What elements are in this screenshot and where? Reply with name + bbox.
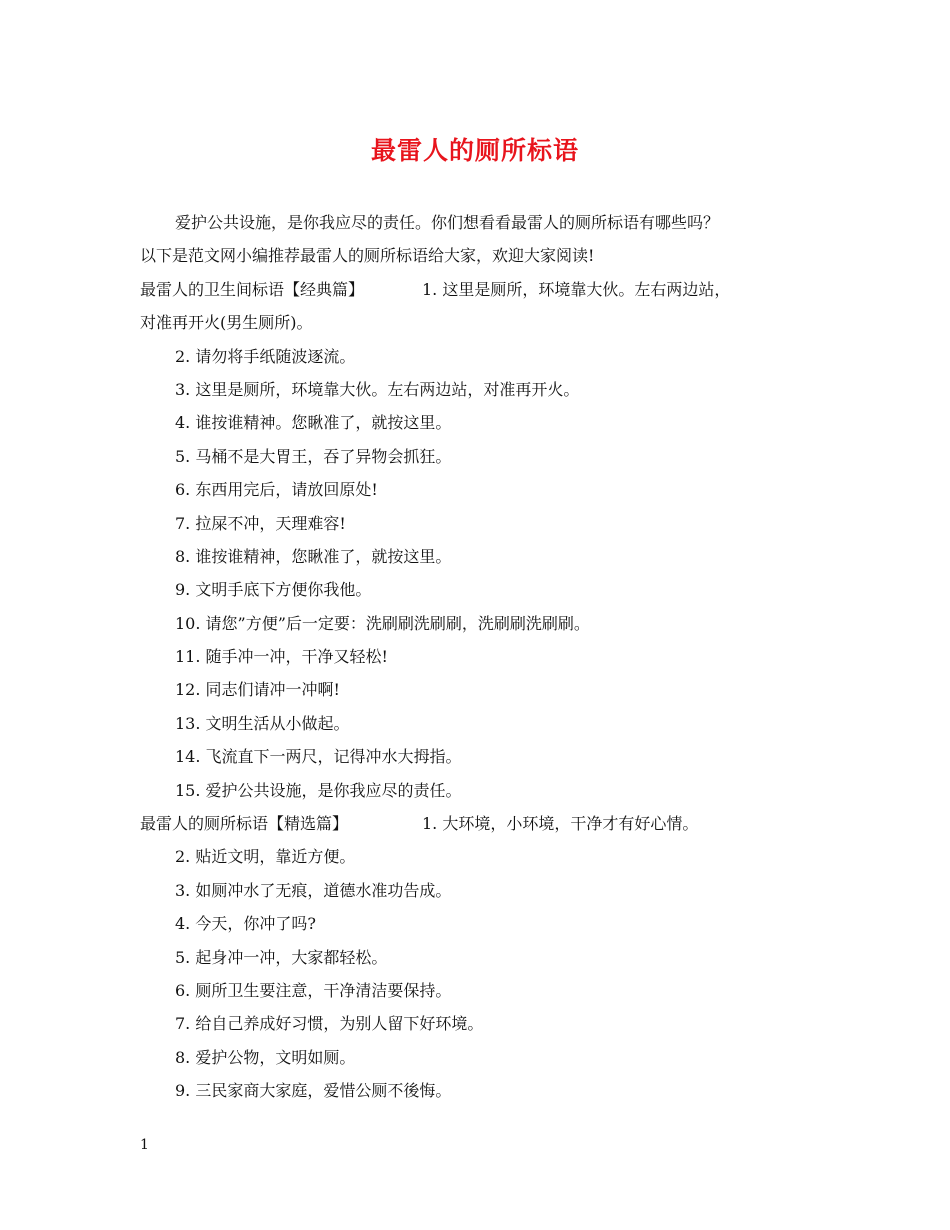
- section-2-heading: 最雷人的厕所标语【精选篇】: [140, 814, 349, 834]
- list-item: 6. 厕所卫生要注意，干净清洁要保持。: [175, 980, 452, 1000]
- list-item: 9. 三民家商大家庭，爱惜公厕不後悔。: [175, 1081, 452, 1101]
- list-item: 15. 爱护公共设施，是你我应尽的责任。: [175, 780, 462, 800]
- intro-paragraph-line-2: 以下是范文网小编推荐最雷人的厕所标语给大家，欢迎大家阅读!: [140, 246, 595, 266]
- list-item: 5. 起身冲一冲，大家都轻松。: [175, 947, 388, 967]
- section-2-item-1: 1. 大环境，小环境，干净才有好心情。: [422, 814, 699, 834]
- page-number: 1: [140, 1137, 149, 1153]
- list-item: 3. 这里是厕所，环境靠大伙。左右两边站，对准再开火。: [175, 379, 580, 399]
- section-1-item-1-continued: 对准再开火(男生厕所)。: [140, 313, 313, 333]
- list-item: 2. 请勿将手纸随波逐流。: [175, 346, 356, 366]
- list-item: 13. 文明生活从小做起。: [175, 713, 350, 733]
- section-2-heading-line: [140, 807, 820, 840]
- document-body: [140, 206, 820, 1108]
- intro-paragraph-line-1: 爱护公共设施，是你我应尽的责任。你们想看看最雷人的厕所标语有哪些吗？: [175, 213, 720, 232]
- list-item: 10. 请您”方便”后一定要：洗刷刷洗刷刷，洗刷刷洗刷刷。: [175, 613, 590, 633]
- list-item: 5. 马桶不是大胃王，吞了异物会抓狂。: [175, 446, 452, 466]
- section-1-heading-line: [140, 273, 820, 306]
- list-item: 3. 如厕冲水了无痕，道德水准功告成。: [175, 880, 452, 900]
- list-item: 8. 爱护公物，文明如厕。: [175, 1047, 356, 1067]
- list-item: 9. 文明手底下方便你我他。: [175, 580, 372, 600]
- page-title: 最雷人的厕所标语: [370, 136, 579, 165]
- list-item: 7. 给自己养成好习惯，为别人留下好环境。: [175, 1014, 484, 1034]
- list-item: 8. 谁按谁精神，您瞅准了，就按这里。: [175, 546, 452, 566]
- section-1-item-1: 1. 这里是厕所，环境靠大伙。左右两边站，: [422, 279, 731, 299]
- list-item: 7. 拉屎不冲，天理难容!: [175, 513, 346, 533]
- section-1-heading: 最雷人的卫生间标语【经典篇】: [140, 279, 365, 299]
- list-item: 11. 随手冲一冲，干净又轻松!: [175, 647, 388, 667]
- list-item: 4. 谁按谁精神。您瞅准了，就按这里。: [175, 413, 452, 433]
- list-item: 6. 东西用完后，请放回原处!: [175, 480, 378, 500]
- list-item: 4. 今天，你冲了吗?: [175, 914, 316, 934]
- list-item: 12. 同志们请冲一冲啊!: [175, 680, 340, 700]
- list-item: 2. 贴近文明，靠近方便。: [175, 847, 356, 867]
- list-item: 14. 飞流直下一两尺，记得冲水大拇指。: [175, 747, 462, 767]
